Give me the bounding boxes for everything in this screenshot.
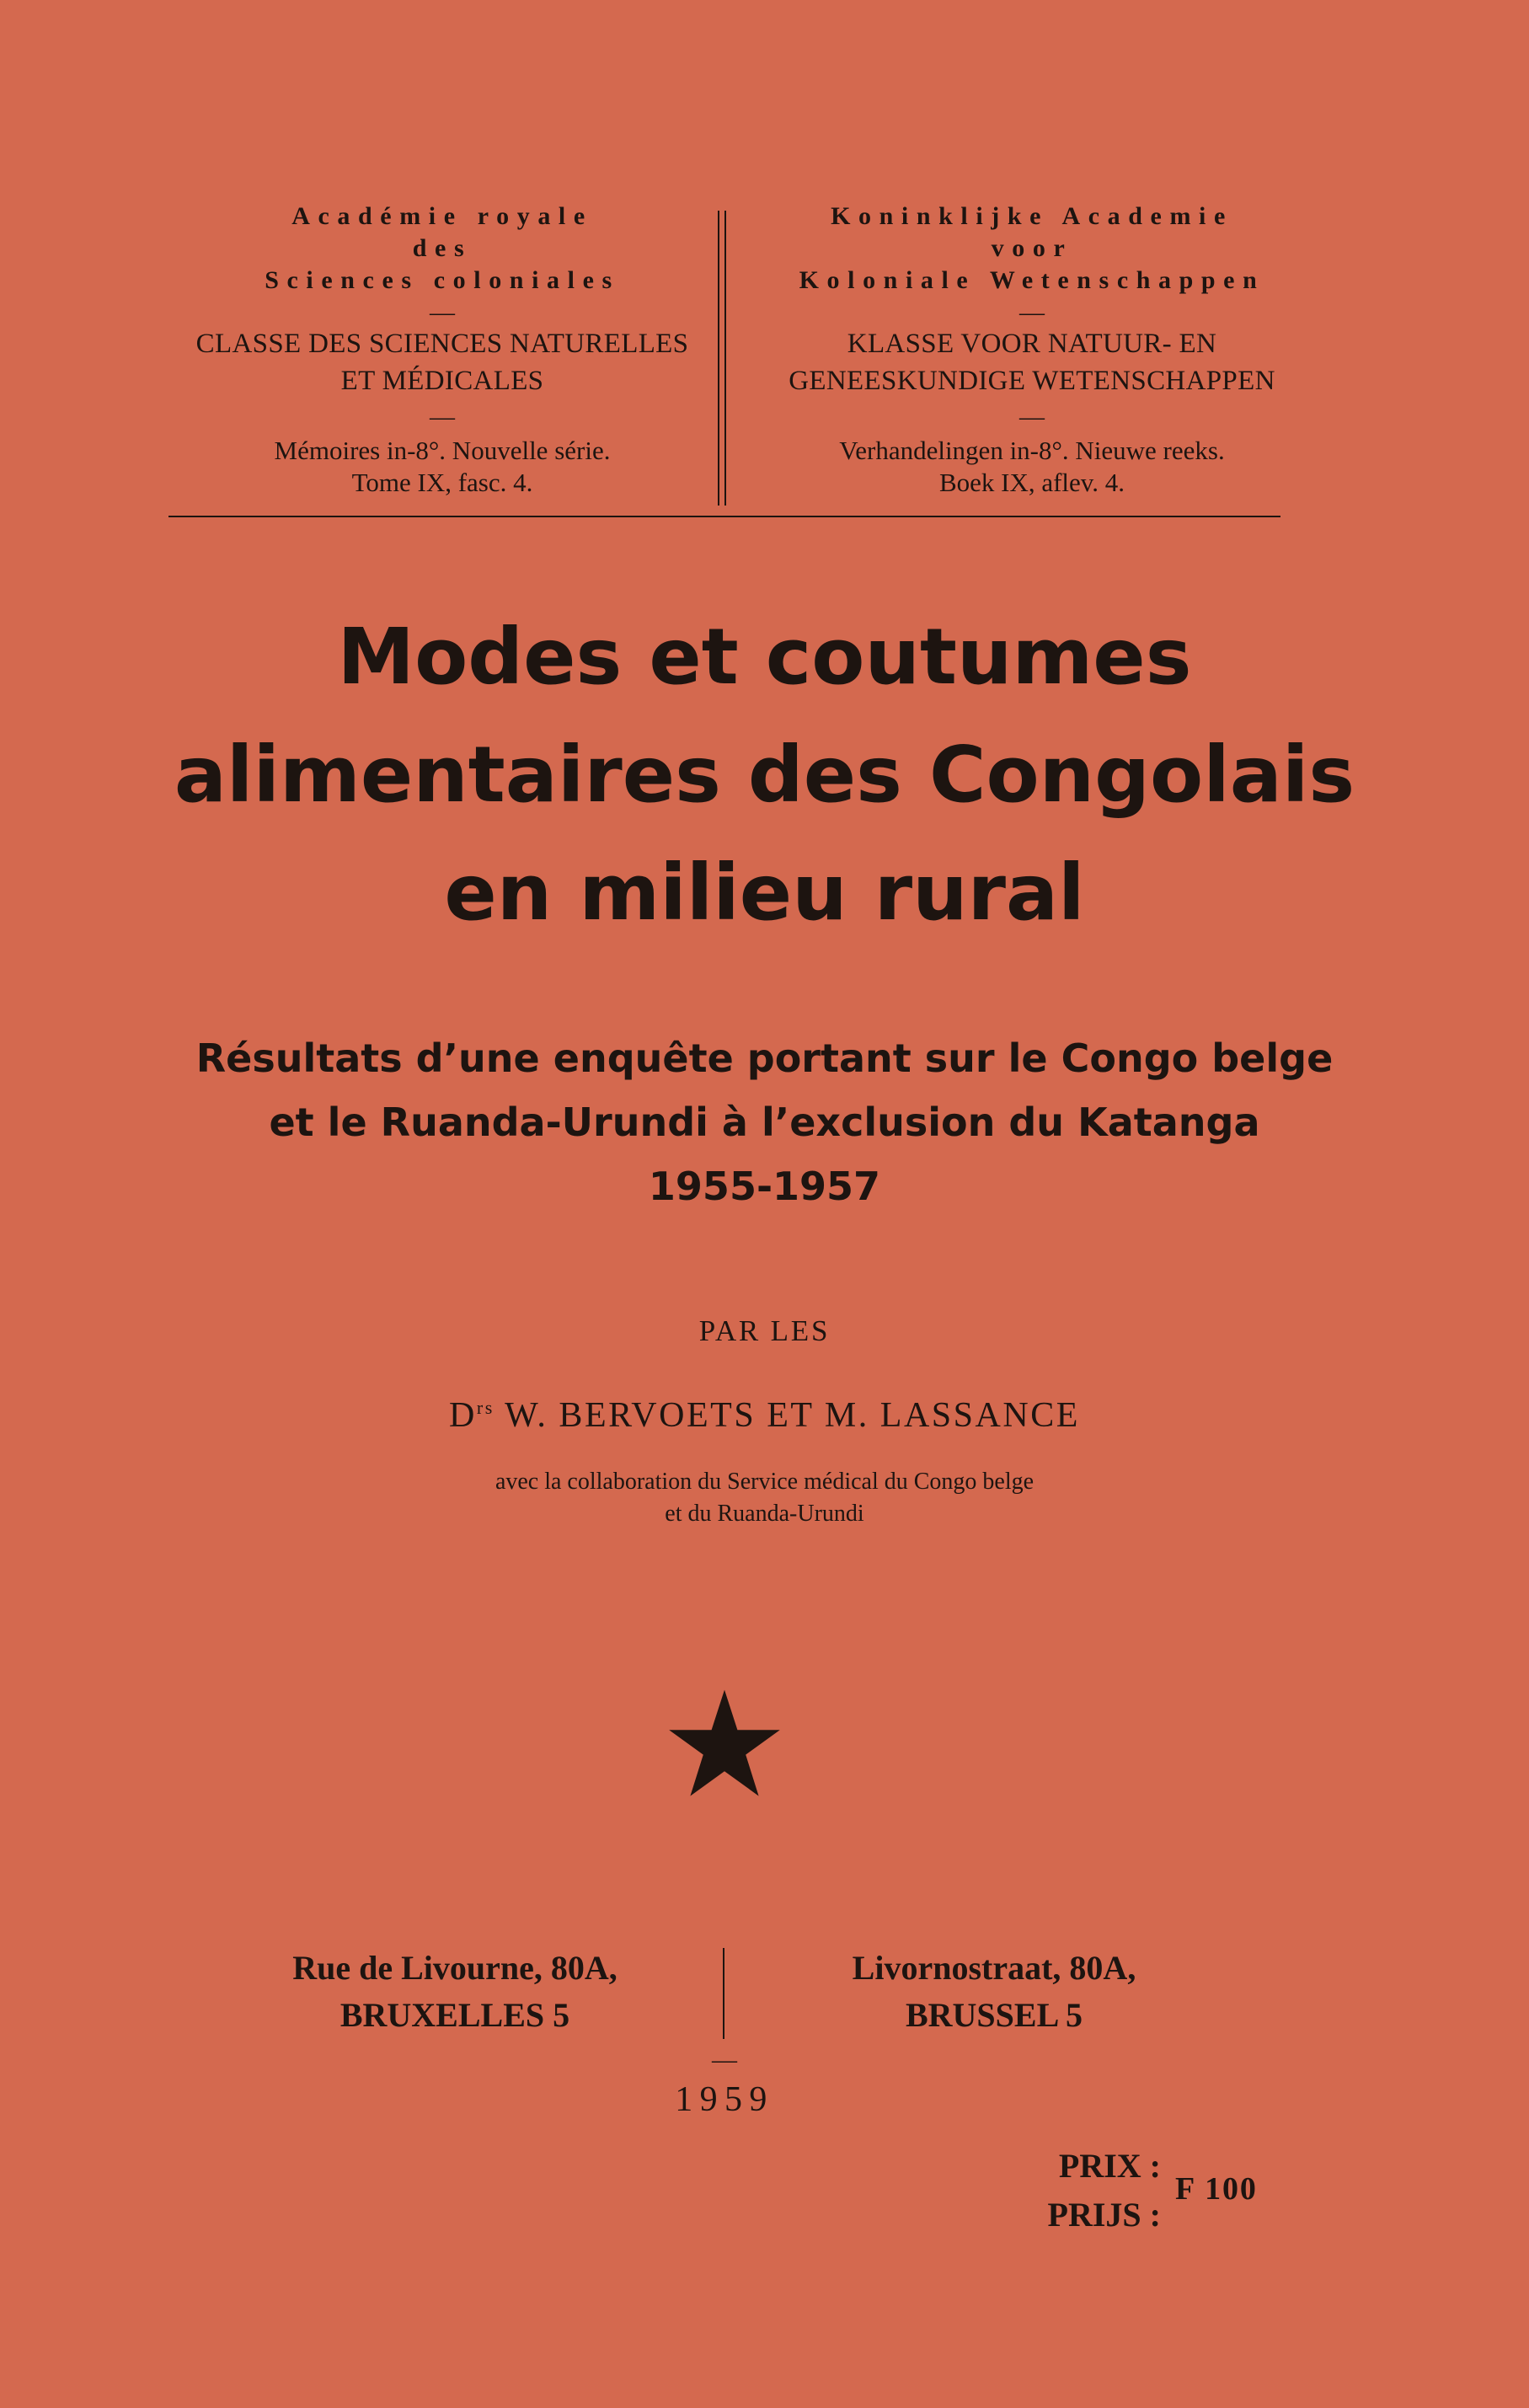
title-line: en milieu rural — [444, 848, 1085, 938]
address-line: BRUXELLES 5 — [339, 1996, 570, 2034]
year-dash: — — [712, 2046, 737, 2074]
address-line: Rue de Livourne, 80A, — [292, 1949, 617, 1987]
price-value: F 100 — [1175, 2171, 1258, 2207]
authors — [84, 1395, 1445, 1436]
institution-line: voor — [991, 234, 1073, 262]
star-icon — [666, 1685, 783, 1803]
price-label: PRIJS : — [1047, 2196, 1161, 2234]
institution-line: des — [412, 234, 473, 262]
separator-dash: — — [1019, 298, 1045, 326]
year: 1959 — [675, 2080, 774, 2119]
series-line: Boek IX, aflev. 4. — [938, 468, 1125, 497]
address-left — [194, 1945, 716, 2039]
address-right — [733, 1945, 1255, 2039]
title-line: alimentaires des Congolais — [174, 730, 1355, 820]
authors-prefix-sup: rs — [476, 1397, 495, 1418]
header-left — [152, 201, 733, 499]
address-line: Livornostraat, 80A, — [852, 1949, 1136, 1987]
page-title — [84, 598, 1445, 952]
subtitle — [84, 1026, 1445, 1218]
separator-dash: — — [1019, 403, 1045, 431]
institution-line: Koloniale Wetenschappen — [799, 266, 1265, 294]
collab-line: avec la collaboration du Service médical du Congo belge — [495, 1469, 1034, 1495]
authors-names: W. BERVOETS ET M. LASSANCE — [505, 1396, 1080, 1435]
byline-par: PAR LES — [698, 1314, 831, 1347]
title-line: Modes et coutumes — [337, 612, 1192, 702]
price-label: PRIX : — [1058, 2147, 1161, 2185]
separator-dash: — — [430, 403, 455, 431]
address-divider — [723, 1948, 724, 2039]
address-line: BRUSSEL 5 — [905, 1996, 1083, 2034]
series-line: Verhandelingen in-8°. Nieuwe reeks. — [839, 436, 1225, 465]
class-line: GENEESKUNDIGE WETENSCHAPPEN — [789, 366, 1275, 396]
subtitle-line: 1955-1957 — [648, 1164, 881, 1209]
authors-prefix: D — [449, 1396, 477, 1435]
series-line: Mémoires in-8°. Nouvelle série. — [274, 436, 611, 465]
institution-line: Sciences coloniales — [265, 266, 620, 294]
institution-line: Koninklijke Academie — [831, 202, 1233, 230]
separator-dash: — — [430, 298, 455, 326]
institution-line: Académie royale — [291, 202, 593, 230]
series-line: Tome IX, fasc. 4. — [351, 468, 533, 497]
collaboration — [84, 1466, 1445, 1530]
class-line: CLASSE DES SCIENCES NATURELLES — [195, 329, 689, 359]
collab-line: et du Ruanda-Urundi — [665, 1501, 864, 1527]
class-line: KLASSE VOOR NATUUR- EN — [847, 329, 1217, 359]
subtitle-line: et le Ruanda-Urundi à l’exclusion du Katanga — [269, 1100, 1260, 1145]
price-labels — [1026, 2142, 1161, 2239]
subtitle-line: Résultats d’une enquête portant sur le Congo belge — [195, 1035, 1334, 1081]
header-divider — [718, 211, 719, 506]
header-right — [741, 201, 1323, 499]
header-divider — [724, 211, 726, 506]
header-rule — [168, 516, 1280, 517]
class-line: ET MÉDICALES — [340, 366, 544, 396]
